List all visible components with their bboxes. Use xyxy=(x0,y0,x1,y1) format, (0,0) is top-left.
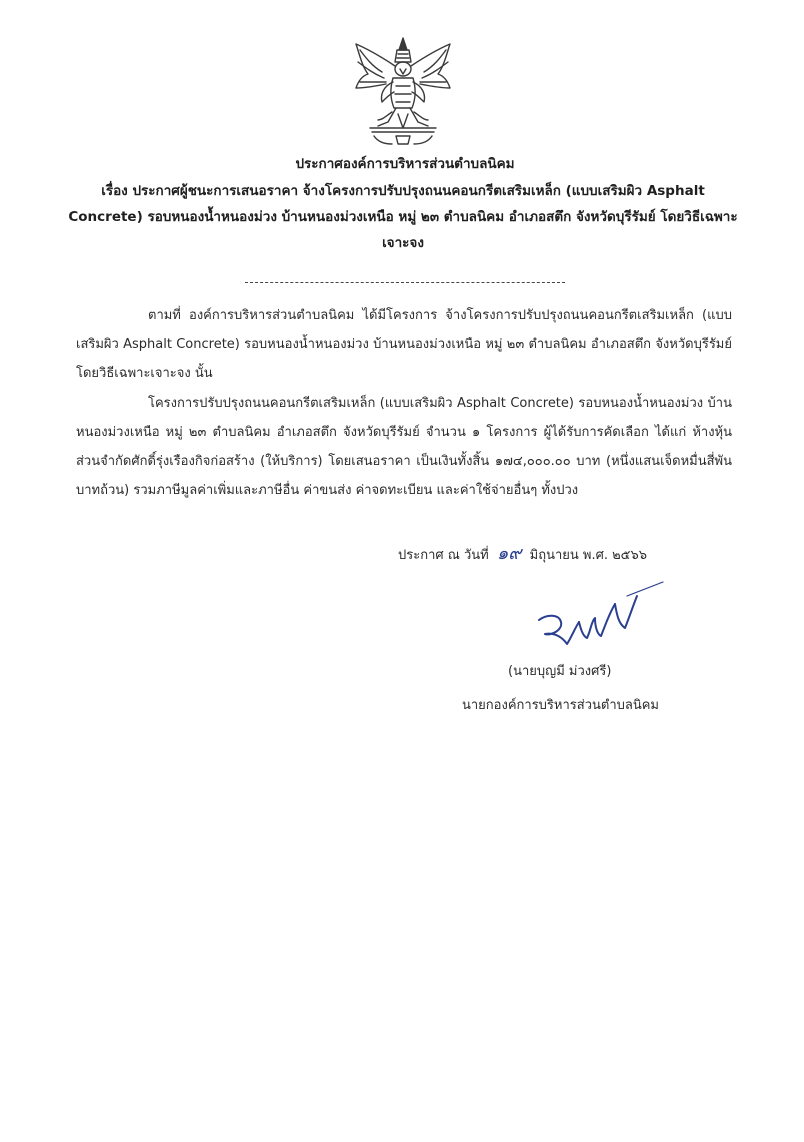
body-paragraph-1 xyxy=(76,301,732,388)
signatory-title: นายกองค์การบริหารส่วนตำบลนิคม xyxy=(462,698,659,713)
garuda-emblem-icon xyxy=(348,36,458,148)
paragraph-1-text: ตามที่ องค์การบริหารส่วนตำบลนิคม ได้มีโครงการ จ้างโครงการปรับปรุงถนนคอนกรีตเสริมเหล็ก (แบบเสริมผิว Asphalt Concrete) รอบหนองน้ำหนองม่วง บ้านหนองม่วงเหนือ หมู่ ๒๓ ตำบลนิคม อำเภอสตึก จังหวัดบุรีรัมย์ โดยวิธีเฉพาะเจาะจง นั้น xyxy=(76,308,732,381)
announcement-month-year: มิถุนายน พ.ศ. ๒๕๖๖ xyxy=(529,548,648,563)
signatory-name: (นายบุญมี ม่วงศรี) xyxy=(508,664,612,679)
body-paragraph-2 xyxy=(76,389,732,505)
announcement-date xyxy=(398,538,647,567)
announcement-prefix: ประกาศ ณ วันที่ xyxy=(398,548,489,563)
handwritten-day: ๑๙ xyxy=(496,543,522,564)
document-subject: เรื่อง ประกาศผู้ชนะการเสนอราคา จ้างโครงการปรับปรุงถนนคอนกรีตเสริมเหล็ก (แบบเสริมผิว Asphalt Concrete) รอบหนองน้ำหนองม่วง บ้านหนองม่วงเหนือ หมู่ ๒๓ ตำบลนิคม อำเภอสตึก จังหวัดบุรีรัมย์ โดยวิธีเฉพาะเจาะจง xyxy=(68,183,738,251)
document-title: ประกาศองค์การบริหารส่วนตำบลนิคม xyxy=(295,156,515,172)
divider-line xyxy=(245,282,565,283)
signature-icon xyxy=(525,578,665,660)
paragraph-2-text: โครงการปรับปรุงถนนคอนกรีตเสริมเหล็ก (แบบเสริมผิว Asphalt Concrete) รอบหนองน้ำหนองม่วง บ้านหนองม่วงเหนือ หมู่ ๒๓ ตำบลนิคม อำเภอสตึก จังหวัดบุรีรัมย์ จำนวน ๑ โครงการ ผู้ได้รับการคัดเลือก ได้แก่ ห้างหุ้นส่วนจำกัดศักดิ์รุ่งเรืองกิจก่อสร้าง (ให้บริการ) โดยเสนอราคา เป็นเงินทั้งสิ้น ๑๗๔,๐๐๐.๐๐ บาท (หนึ่งแสนเจ็ดหมื่นสี่พันบาทถ้วน) รวมภาษีมูลค่าเพิ่มและภาษีอื่น ค่าขนส่ง ค่าจดทะเบียน และค่าใช้จ่ายอื่นๆ ทั้งปวง xyxy=(76,396,732,498)
